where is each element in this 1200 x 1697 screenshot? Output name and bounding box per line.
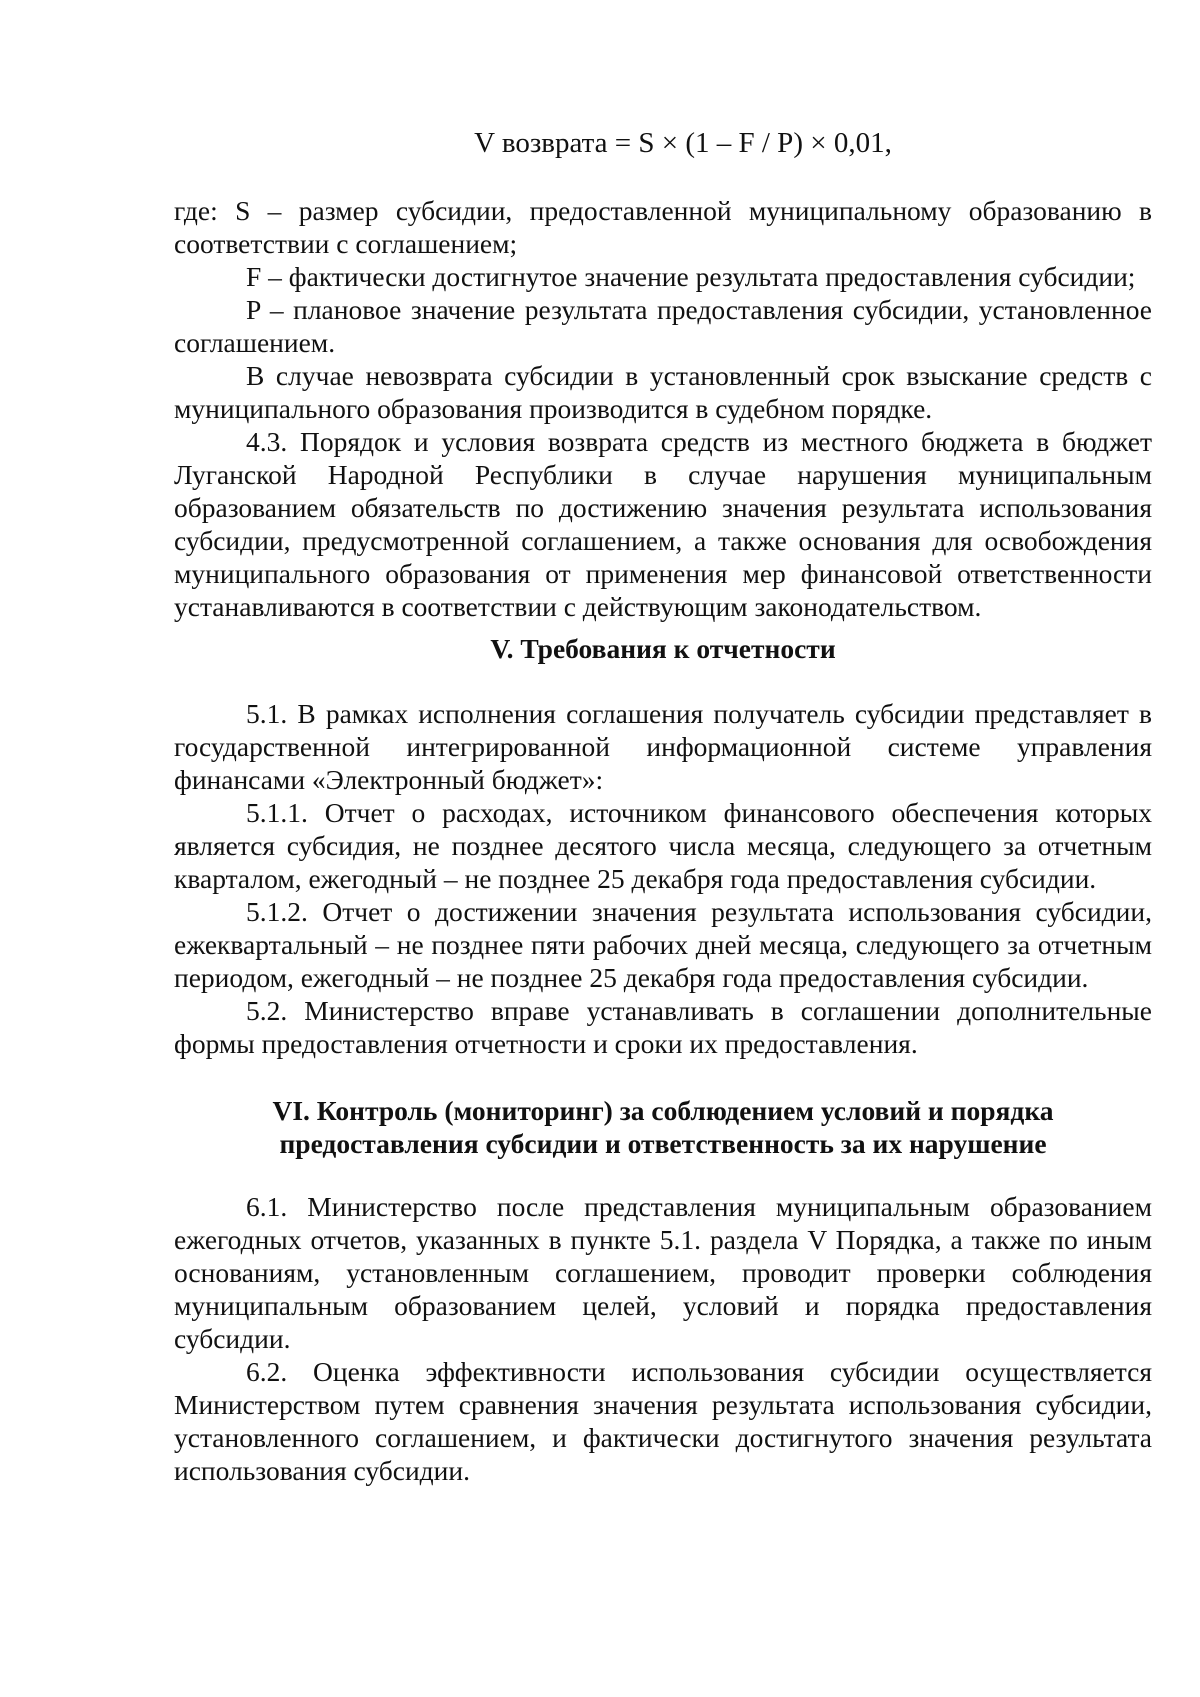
return-amount-formula: V возврата = S × (1 – F / P) × 0,01,: [474, 127, 892, 159]
paragraph-6-1: 6.1. Министерство после представления муниципальным образованием ежегодных отчетов, указанных в пункте 5.1. раздела V Порядка, а также по иным основаниям, установленным соглашением, проводит проверки соблюдения муниципальным образованием целей, условий и порядка предоставления субсидии.: [174, 1191, 1152, 1354]
paragraph-5-2: 5.2. Министерство вправе устанавливать в соглашении дополнительные формы предоставления отчетности и сроки их предоставления.: [174, 995, 1152, 1059]
paragraph-5-1-2: 5.1.2. Отчет о достижении значения результата использования субсидии, ежеквартальный – не позднее пяти рабочих дней месяца, следующего за отчетным периодом, ежегодный – не позднее 25 декабря года предоставления субсидии.: [174, 896, 1152, 993]
section-5-heading: V. Требования к отчетности: [490, 633, 836, 664]
definition-s: где: S – размер субсидии, предоставленной муниципальному образованию в соответствии с соглашением;: [174, 195, 1152, 259]
section-6-heading-line-1: VI. Контроль (мониторинг) за соблюдением условий и порядка: [272, 1095, 1054, 1126]
definition-f: F – фактически достигнутое значение результата предоставления субсидии;: [246, 261, 1136, 292]
section-6-heading: [174, 1094, 1152, 1160]
definition-p: P – плановое значение результата предоставления субсидии, установленное соглашением.: [174, 294, 1152, 358]
paragraph-5-1-1: 5.1.1. Отчет о расходах, источником финансового обеспечения которых является субсидия, не позднее десятого числа месяца, следующего за отчетным кварталом, ежегодный – не позднее 25 декабря года предоставления субсидии.: [174, 797, 1152, 894]
document-page: [174, 124, 1152, 1487]
section-6-heading-line-2: предоставления субсидии и ответственность за их нарушение: [279, 1128, 1047, 1159]
paragraph-6-2: 6.2. Оценка эффективности использования субсидии осуществляется Министерством путем сравнения значения результата использования субсидии, установленного соглашением, и фактически достигнутого значения результата использования субсидии.: [174, 1356, 1152, 1486]
paragraph-5-1: 5.1. В рамках исполнения соглашения получатель субсидии представляет в государственной интегрированной информационной системе управления финансами «Электронный бюджет»:: [174, 698, 1152, 795]
paragraph-4-3: 4.3. Порядок и условия возврата средств из местного бюджета в бюджет Луганской Народной Республики в случае нарушения муниципальным образованием обязательств по достижению значения результата использования субсидии, предусмотренной соглашением, а также основания для освобождения муниципального образования от применения мер финансовой ответственности устанавливаются в соответствии с действующим законодательством.: [174, 426, 1152, 622]
paragraph-nonreturn: В случае невозврата субсидии в установленный срок взыскание средств с муниципального образования производится в судебном порядке.: [174, 360, 1152, 424]
